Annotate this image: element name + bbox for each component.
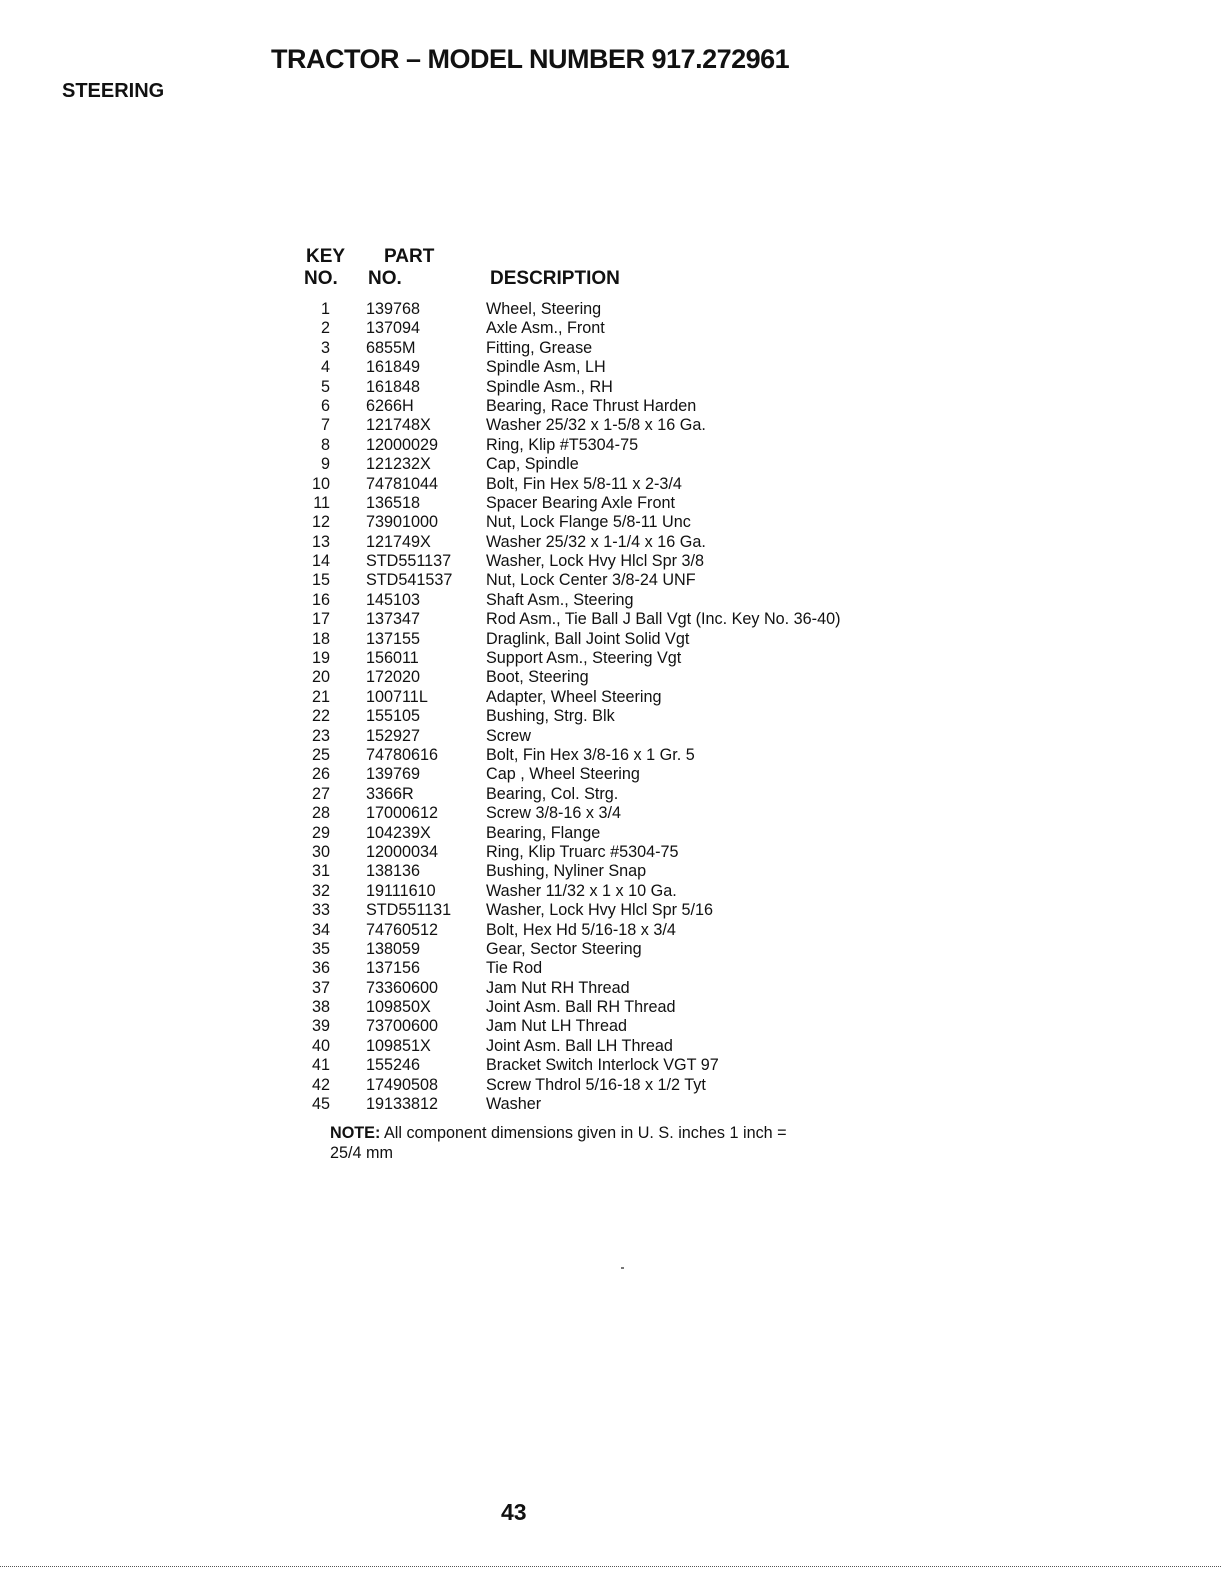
key-number: 33 — [311, 901, 330, 920]
part-description: Screw Thdrol 5/16-18 x 1/2 Tyt — [486, 1075, 706, 1094]
parts-row — [300, 630, 920, 649]
parts-row — [300, 998, 920, 1017]
part-description: Bushing, Nyliner Snap — [486, 862, 647, 881]
key-number: 5 — [320, 377, 330, 396]
part-number: 155105 — [366, 707, 421, 726]
part-number: 139769 — [366, 765, 421, 784]
parts-row — [300, 940, 920, 959]
parts-row — [300, 727, 920, 746]
part-number: 121232X — [366, 455, 431, 474]
part-description: Spindle Asm, LH — [486, 358, 606, 377]
part-description: Bolt, Fin Hex 3/8-16 x 1 Gr. 5 — [486, 745, 695, 764]
key-number: 6 — [320, 396, 330, 415]
part-description: Bearing, Col. Strg. — [486, 784, 619, 803]
parts-row — [300, 319, 920, 338]
parts-list — [300, 300, 920, 1114]
part-description: Cap, Spindle — [486, 455, 579, 474]
part-description: Spindle Asm., RH — [486, 377, 613, 396]
part-description: Boot, Steering — [486, 668, 589, 687]
page-title: TRACTOR – MODEL NUMBER 917.272961 — [271, 44, 790, 74]
part-description: Joint Asm. Ball RH Thread — [486, 998, 676, 1017]
part-description: Gear, Sector Steering — [486, 939, 642, 958]
part-description: Axle Asm., Front — [486, 319, 605, 338]
note-label: NOTE: — [330, 1124, 381, 1142]
part-number: 73360600 — [366, 978, 439, 997]
part-description: Washer — [486, 1095, 542, 1114]
part-number: 100711L — [366, 687, 428, 706]
part-description: Bracket Switch Interlock VGT 97 — [486, 1056, 719, 1075]
part-description: Washer, Lock Hvy Hlcl Spr 5/16 — [486, 901, 714, 920]
key-number: 29 — [311, 823, 330, 842]
key-number: 2 — [320, 319, 330, 338]
part-number: 152927 — [366, 726, 421, 745]
parts-row — [300, 397, 920, 416]
parts-row — [300, 1017, 920, 1036]
part-number: 138136 — [366, 862, 421, 881]
part-description: Nut, Lock Center 3/8-24 UNF — [486, 571, 696, 590]
parts-row — [300, 901, 920, 920]
part-number: 137094 — [366, 319, 421, 338]
part-number: 109851X — [366, 1036, 431, 1055]
part-number: 12000034 — [366, 842, 439, 861]
parts-row — [300, 843, 920, 862]
part-description: Washer 11/32 x 1 x 10 Ga. — [486, 881, 677, 900]
part-description: Tie Rod — [486, 959, 543, 978]
part-description: Rod Asm., Tie Ball J Ball Vgt (Inc. Key No. 36-40) — [486, 610, 841, 629]
parts-row — [300, 378, 920, 397]
part-number: STD551131 — [366, 901, 452, 920]
parts-row — [300, 552, 920, 571]
parts-row — [300, 1095, 920, 1114]
part-description: Ring, Klip Truarc #5304-75 — [486, 842, 679, 861]
key-number: 23 — [311, 726, 330, 745]
part-number: 121748X — [366, 416, 431, 435]
parts-row — [300, 475, 920, 494]
key-number: 32 — [311, 881, 330, 900]
parts-row — [300, 882, 920, 901]
key-number: 40 — [311, 1036, 330, 1055]
key-number: 28 — [311, 804, 330, 823]
key-number: 45 — [311, 1095, 330, 1114]
part-number: 138059 — [366, 939, 421, 958]
parts-row — [300, 571, 920, 590]
part-number: 12000029 — [366, 435, 439, 454]
part-description: Support Asm., Steering Vgt — [486, 649, 682, 668]
part-description: Bolt, Hex Hd 5/16-18 x 3/4 — [486, 920, 676, 939]
key-no-header-line1: KEY — [306, 246, 346, 267]
parts-row — [300, 649, 920, 668]
key-number: 11 — [313, 493, 330, 512]
parts-row — [300, 668, 920, 687]
parts-row — [300, 300, 920, 319]
scan-speck — [621, 1267, 624, 1269]
part-number: 137156 — [366, 959, 421, 978]
page-number: 43 — [501, 1499, 527, 1525]
part-number: 145103 — [366, 590, 421, 609]
key-number: 9 — [320, 455, 330, 474]
parts-row — [300, 339, 920, 358]
parts-row — [300, 862, 920, 881]
part-number: 109850X — [366, 998, 431, 1017]
part-description: Nut, Lock Flange 5/8-11 Unc — [486, 513, 691, 532]
parts-row — [300, 416, 920, 435]
key-number: 8 — [320, 435, 330, 454]
part-description: Washer 25/32 x 1-1/4 x 16 Ga. — [486, 532, 706, 551]
key-number: 3 — [320, 338, 330, 357]
key-number: 36 — [311, 959, 330, 978]
key-number: 34 — [311, 920, 330, 939]
parts-row — [300, 1076, 920, 1095]
part-description: Bearing, Flange — [486, 823, 601, 842]
part-number: 155246 — [366, 1056, 421, 1075]
key-number: 17 — [311, 610, 330, 629]
part-number: 139768 — [366, 300, 421, 318]
part-description: Ring, Klip #T5304-75 — [486, 435, 639, 454]
key-number: 25 — [311, 745, 330, 764]
parts-row — [300, 921, 920, 940]
key-number: 4 — [320, 358, 330, 377]
key-number: 14 — [311, 552, 330, 571]
part-number: 137347 — [366, 610, 421, 629]
part-number: 172020 — [366, 668, 421, 687]
part-number: 17000612 — [366, 804, 439, 823]
key-number: 31 — [311, 862, 330, 881]
parts-row — [300, 979, 920, 998]
key-number: 27 — [311, 784, 330, 803]
key-number: 39 — [311, 1017, 330, 1036]
parts-row — [300, 591, 920, 610]
part-number: 74780616 — [366, 745, 439, 764]
note-text: All component dimensions given in U. S. inches 1 inch = 25/4 mm — [330, 1124, 787, 1162]
part-description: Draglink, Ball Joint Solid Vgt — [486, 629, 690, 648]
part-description: Shaft Asm., Steering — [486, 590, 634, 609]
note — [330, 1123, 790, 1163]
key-number: 20 — [311, 668, 330, 687]
part-number: 73700600 — [366, 1017, 439, 1036]
parts-row — [300, 455, 920, 474]
key-number: 10 — [311, 474, 330, 493]
part-number: 74760512 — [366, 920, 439, 939]
key-number: 21 — [311, 687, 330, 706]
key-number: 19 — [311, 649, 330, 668]
parts-row — [300, 688, 920, 707]
part-description: Jam Nut LH Thread — [486, 1017, 627, 1036]
key-number: 18 — [311, 629, 330, 648]
part-number: 121749X — [366, 532, 431, 551]
part-description: Bolt, Fin Hex 5/8-11 x 2-3/4 — [486, 474, 682, 493]
part-number: 19111610 — [366, 881, 436, 900]
parts-row — [300, 1037, 920, 1056]
part-description: Screw 3/8-16 x 3/4 — [486, 804, 621, 823]
key-number: 13 — [311, 532, 330, 551]
key-number: 38 — [311, 998, 330, 1017]
part-number: 136518 — [366, 493, 421, 512]
parts-row — [300, 746, 920, 765]
part-description: Wheel, Steering — [486, 300, 602, 318]
part-description: Spacer Bearing Axle Front — [486, 493, 675, 512]
part-number: 104239X — [366, 823, 431, 842]
part-no-header-line1: PART — [384, 246, 435, 267]
key-no-header-line2: NO. — [304, 268, 338, 289]
part-number: 3366R — [366, 784, 414, 803]
key-number: 37 — [311, 978, 330, 997]
part-number: 73901000 — [366, 513, 439, 532]
key-number: 15 — [311, 571, 330, 590]
key-number: 22 — [311, 707, 330, 726]
parts-row — [300, 707, 920, 726]
key-number: 1 — [320, 300, 330, 318]
part-number: 17490508 — [366, 1075, 439, 1094]
key-number: 30 — [311, 842, 330, 861]
part-number: STD551137 — [366, 552, 452, 571]
part-description: Bearing, Race Thrust Harden — [486, 396, 697, 415]
key-number: 7 — [320, 416, 330, 435]
part-number: 161848 — [366, 377, 421, 396]
part-description: Washer, Lock Hvy Hlcl Spr 3/8 — [486, 552, 705, 571]
parts-row — [300, 533, 920, 552]
part-number: STD541537 — [366, 571, 453, 590]
description-header: DESCRIPTION — [490, 268, 620, 289]
section-label: STEERING — [62, 80, 165, 102]
part-description: Bushing, Strg. Blk — [486, 707, 615, 726]
part-description: Adapter, Wheel Steering — [486, 687, 662, 706]
parts-row — [300, 804, 920, 823]
part-number: 156011 — [366, 649, 419, 668]
parts-row — [300, 494, 920, 513]
parts-row — [300, 436, 920, 455]
part-number: 6855M — [366, 338, 416, 357]
parts-row — [300, 358, 920, 377]
parts-row — [300, 610, 920, 629]
part-description: Joint Asm. Ball LH Thread — [486, 1036, 673, 1055]
part-description: Jam Nut RH Thread — [486, 978, 630, 997]
key-number: 35 — [311, 939, 330, 958]
key-number: 12 — [311, 513, 330, 532]
part-number: 137155 — [366, 629, 421, 648]
parts-row — [300, 824, 920, 843]
key-number: 42 — [311, 1075, 330, 1094]
part-number: 74781044 — [366, 474, 439, 493]
part-number: 161849 — [366, 358, 421, 377]
key-number: 16 — [311, 590, 330, 609]
part-number: 6266H — [366, 396, 414, 415]
parts-row — [300, 1056, 920, 1075]
parts-row — [300, 765, 920, 784]
parts-row — [300, 513, 920, 532]
part-description: Cap , Wheel Steering — [486, 765, 640, 784]
part-description: Fitting, Grease — [486, 338, 593, 357]
part-description: Screw — [486, 726, 531, 745]
parts-row — [300, 785, 920, 804]
key-number: 26 — [311, 765, 330, 784]
key-number: 41 — [311, 1056, 330, 1075]
bottom-rule — [0, 1566, 1221, 1567]
parts-row — [300, 959, 920, 978]
part-description: Washer 25/32 x 1-5/8 x 16 Ga. — [486, 416, 706, 435]
part-no-header-line2: NO. — [368, 268, 402, 289]
part-number: 19133812 — [366, 1095, 439, 1114]
